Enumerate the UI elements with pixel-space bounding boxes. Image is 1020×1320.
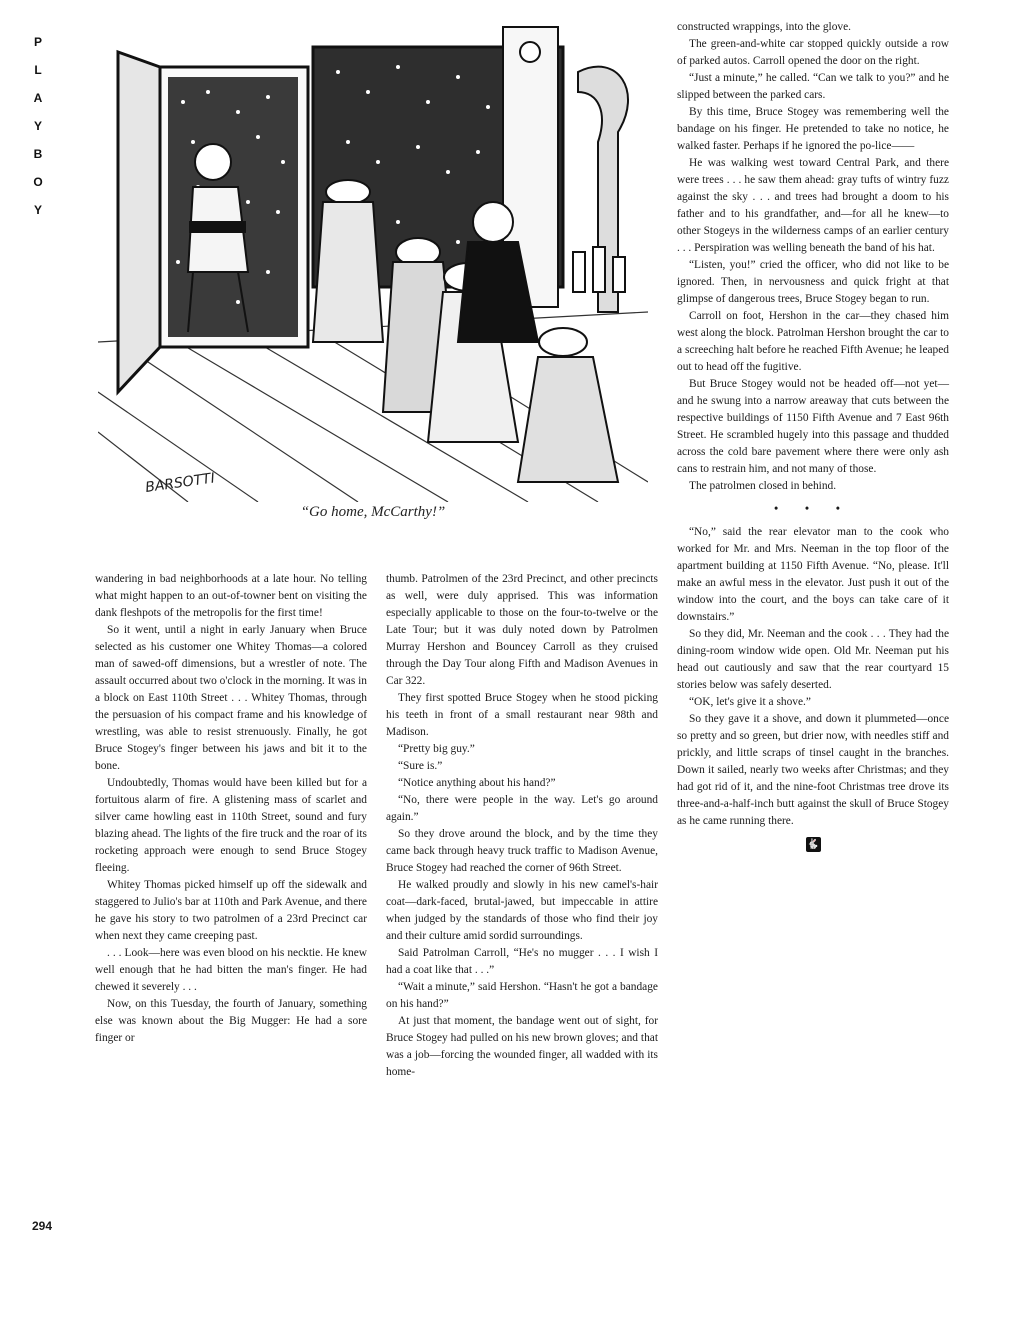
article-paragraph: But Bruce Stogey would not be headed off—not yet—and he swung into a narrow areaway that cuts between the respective buildings of 1150 Fifth Avenue and 7 East 96th Street. He scrambled hugely into this passage and thudded across the cold bare pavement where there were only ash cans to restrain him, and not many of those. (677, 378, 949, 475)
masthead-letter: Y (33, 203, 42, 217)
article-paragraph: Now, on this Tuesday, the fourth of January, something else was known about the Big Mugger: He had a sore finger or (95, 998, 367, 1044)
article-paragraph: “OK, let's give it a shove.” (689, 696, 811, 708)
article-paragraph: Whitey Thomas picked himself up off the sidewalk and staggered to Julio's bar at 110th and Park Avenue, and there he gave his story to two patrolmen of a 23rd Precinct car when next they came creeping past. (95, 879, 367, 942)
article-paragraph: “Sure is.” (398, 760, 443, 772)
playboy-rabbit-icon: 🐇 (806, 839, 820, 850)
article-paragraph: constructed wrappings, into the glove. (677, 21, 851, 33)
masthead-letter: P (33, 35, 42, 49)
article-paragraph: “Notice anything about his hand?” (398, 777, 556, 789)
article-paragraph: The patrolmen closed in behind. (689, 480, 837, 492)
masthead-letter: L (34, 63, 42, 77)
page-number: 294 (32, 1219, 53, 1233)
article-paragraph: So it went, until a night in early January when Bruce selected as his customer one Whitey Thomas—a colored man of sawed-off dimensions, but a wrestler of note. The assault occurred about two o'clock in the morning. It was in a block on East 110th Street . . . Whitey Thomas, through the persuasion of his compact frame and his knowledge of wrestling, was able to resist strenuously. Finally, he got Bruce Stogey's finger between his jaws and bit it to the bone. (95, 624, 367, 772)
cartoon-illustration (98, 12, 648, 502)
article-paragraph: “Listen, you!” cried the officer, who did not like to be ignored. Then, in nervousness and quick fright at that glimpse of dangerous trees, Bruce Stogey began to run. (677, 259, 949, 305)
article-paragraph: . . . Look—here was even blood on his necktie. He knew well enough that he had bitten the man's finger. He had chewed it severely . . . (95, 947, 367, 993)
masthead-letter: Y (33, 119, 42, 133)
article-paragraph: By this time, Bruce Stogey was remembering well the bandage on his finger. He pretended to take no notice, he walked faster. Perhaps if he ignored the po-lice—— (677, 106, 949, 152)
article-paragraph: “No,” said the rear elevator man to the cook who worked for Mr. and Mrs. Neeman in the top floor of the apartment building at 1150 Fifth Avenue. “No, please. It'll make an awful mess in the elevator. Just push it out of the window into the court, and the boys can take care of it downstairs.” (677, 526, 949, 623)
article-paragraph: “Wait a minute,” said Hershon. “Hasn't he got a bandage on his hand?” (386, 981, 658, 1010)
article-column-1 (95, 571, 367, 1047)
article-paragraph: Said Patrolman Carroll, “He's no mugger . . . I wish I had a coat like that . . .” (386, 947, 658, 976)
article-paragraph: He walked proudly and slowly in his new camel's-hair coat—dark-faced, brutal-jawed, but impeccable in attire when judged by the standards of those who find their joy and their culture amid sordid surroundings. (386, 879, 658, 942)
article-paragraph: At just that moment, the bandage went out of sight, for Bruce Stogey had pulled on his new brown gloves; and that was a job—forcing the wounded finger, all wadded with its home- (386, 1015, 658, 1078)
article-paragraph: “Just a minute,” he called. “Can we talk to you?” and he slipped between the parked cars. (677, 72, 949, 101)
article-paragraph: wandering in bad neighborhoods at a late hour. No telling what might happen to an out-of-towner bent on visiting the dank fleshpots of the metropolis for the first time! (95, 573, 367, 619)
article-paragraph: They first spotted Bruce Stogey when he stood picking his teeth in front of a small restaurant near 98th and Madison. (386, 692, 658, 738)
section-break: • • • (774, 503, 852, 515)
masthead-letter: O (33, 175, 43, 189)
article-paragraph: “Pretty big guy.” (398, 743, 475, 755)
magazine-masthead (26, 28, 50, 224)
article-paragraph: He was walking west toward Central Park, and there were trees . . . he saw them ahead: gray tufts of wintry fuzz against the sky . . . and trees had brought a doom to his father and to his grandfather, and—for all he knew—to other Stogeys in the wilderness camps of an earlier century . . . Perspiration was welling beneath the band of his hat. (677, 157, 949, 254)
article-paragraph: Undoubtedly, Thomas would have been killed but for a fortuitous alarm of fire. A glistening mass of scarlet and silver came howling east in 110th Street, sound and fury blazing ahead. The lights of the fire truck and the roar of its rocketing approach were enough to send Bruce Stogey fleeing. (95, 777, 367, 874)
article-paragraph: thumb. Patrolmen of the 23rd Precinct, and other precincts as well, were duly apprised. This was information especially applicable to those on the four-to-twelve or the Late Tour; but it was duly noted down by Patrolmen Murray Hershon and Bouncey Carroll as they cruised through the Day Tour along Fifth and Madison Avenues in Car 322. (386, 573, 658, 687)
article-paragraph: So they gave it a shove, and down it plummeted—once so pretty and so green, but drier now, with needles stiff and prickly, and little scraps of tinsel caught in the branches. Down it sailed, nearly two weeks after Christmas; and they had got rid of it, and the nine-foot Christmas tree drove its three-and-a-half-inch butt against the skull of Bruce Stogey as he came running there. (677, 713, 949, 827)
masthead-letter: B (33, 147, 43, 161)
article-paragraph: So they drove around the block, and by the time they came back through heavy truck traffic to Madison Avenue, Bruce Stogey had reached the corner of 96th Street. (386, 828, 658, 874)
artist-signature: BARSOTTI (144, 470, 216, 496)
article-paragraph: “No, there were people in the way. Let's go around again.” (386, 794, 658, 823)
article-column-2 (386, 571, 658, 1081)
cartoon-caption: “Go home, McCarthy!” (300, 504, 446, 520)
end-mark (677, 836, 949, 853)
article-paragraph: So they did, Mr. Neeman and the cook . . . They had the dining-room window wide open. Old Mr. Neeman put his head out cautiously and saw that the rear courtyard 15 stories below was safely deserted. (677, 628, 949, 691)
column-3-part-a (677, 19, 949, 495)
article-paragraph: Carroll on foot, Hershon in the car—they chased him west along the block. Patrolman Hershon brought the car to a screeching halt before he reached Fifth Avenue; he leaped out to head off the fugitive. (677, 310, 949, 373)
column-3-part-b (677, 524, 949, 830)
article-column-3 (677, 19, 949, 853)
masthead-letter: A (33, 91, 43, 105)
article-paragraph: The green-and-white car stopped quickly outside a row of parked autos. Carroll opened the door on the right. (677, 38, 949, 67)
